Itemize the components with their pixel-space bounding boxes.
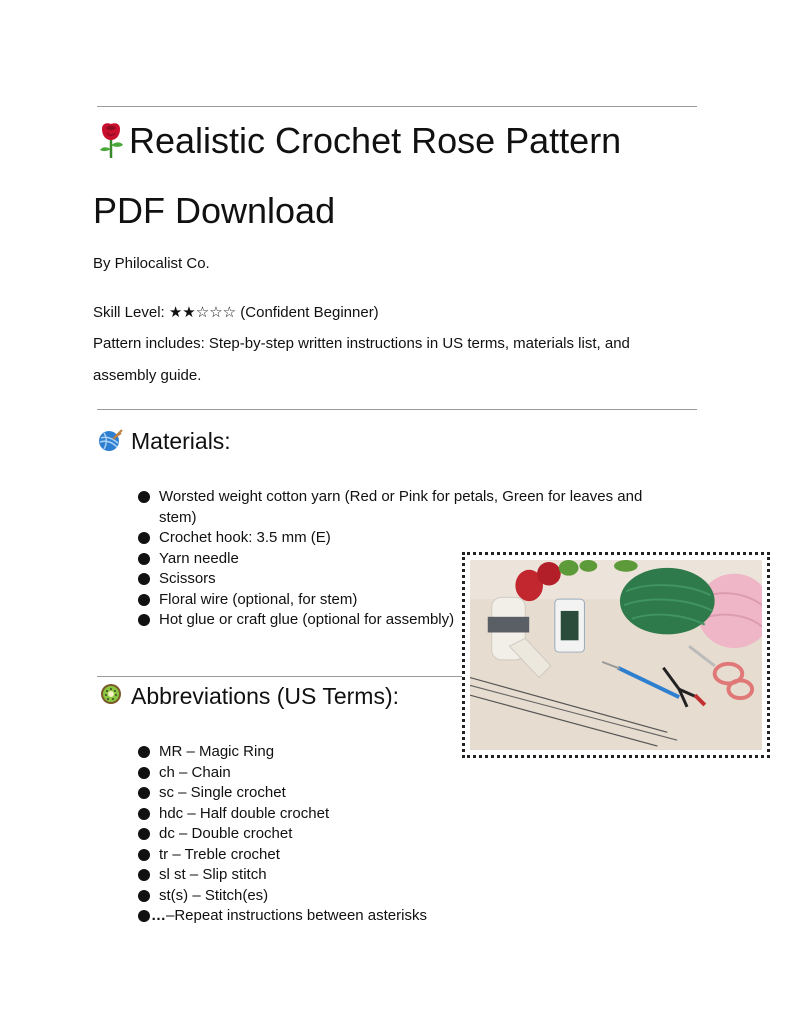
bullet [138,553,150,565]
rose-icon [97,121,125,159]
bullet [138,614,150,626]
list-item: …–Repeat instructions between asterisks [137,906,537,927]
list-item: Floral wire (optional, for stem) [137,590,657,611]
materials-heading: Materials: [131,428,231,454]
supplies-photo-image [470,560,762,750]
bullet [138,828,150,840]
yarn-ball-icon [98,428,124,452]
bullet [138,869,150,881]
skill-level: Skill Level: ★★☆☆☆ (Confident Beginner) [93,304,379,321]
list-item: Hot glue or craft glue (optional for assembly) [137,610,657,631]
bullet [138,491,150,503]
pattern-includes-line1: Pattern includes: Step-by-step written instructions in US terms, materials list, and [93,335,630,352]
list-item: sc – Single crochet [137,783,537,804]
page-title-continued: PDF Download [93,190,336,231]
bullet [138,890,150,902]
byline: By Philocalist Co. [93,255,210,272]
top-divider [97,106,697,107]
materials-heading-icon [98,428,124,457]
abbreviations-divider [97,676,467,677]
bullet [138,746,150,758]
bullet [138,849,150,861]
list-item: Yarn needle [137,549,657,570]
bullet [138,910,150,922]
abbreviations-heading: Abbreviations (US Terms): [131,683,399,709]
bullet [138,573,150,585]
pattern-includes-line2: assembly guide. [93,367,202,384]
list-item: sl st – Slip stitch [137,865,537,886]
bullet [138,767,150,779]
bullet [138,787,150,799]
page-title: Realistic Crochet Rose Pattern [129,120,622,161]
list-item: Scissors [137,569,657,590]
abbreviations-list [137,742,537,927]
list-item: tr – Treble crochet [137,845,537,866]
list-item: hdc – Half double crochet [137,804,537,825]
list-item: Worsted weight cotton yarn (Red or Pink for petals, Green for leaves and stem) [137,487,657,528]
list-item: Crochet hook: 3.5 mm (E) [137,528,657,549]
supplies-photo [462,552,770,758]
title-rose-icon [97,121,125,164]
list-item: MR – Magic Ring [137,742,537,763]
kiwi-icon [100,683,122,705]
bullet [138,532,150,544]
list-item: st(s) – Stitch(es) [137,886,537,907]
materials-divider [97,409,697,410]
abbreviations-heading-icon [100,683,122,710]
list-item: ch – Chain [137,763,537,784]
bullet [138,808,150,820]
list-item: dc – Double crochet [137,824,537,845]
bullet [138,594,150,606]
